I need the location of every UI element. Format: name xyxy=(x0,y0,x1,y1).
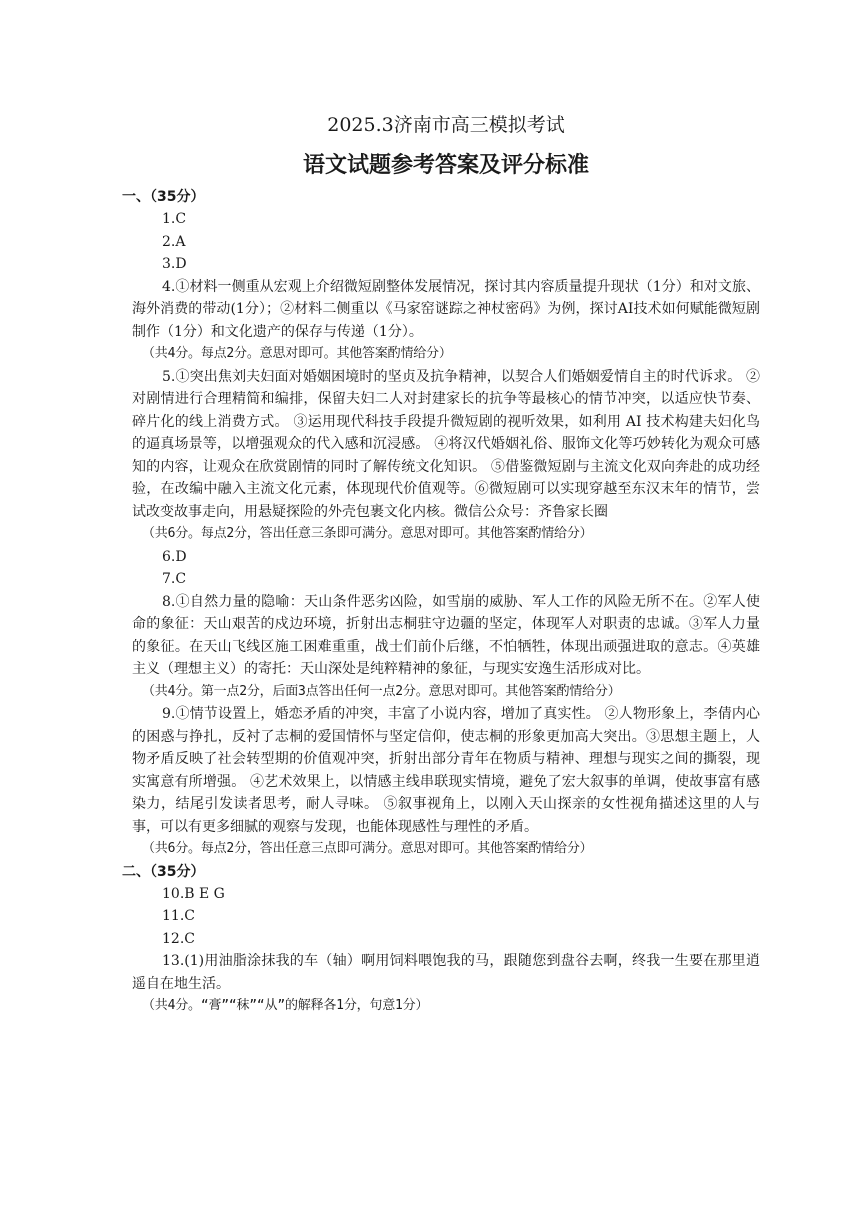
answer-2: 2.A xyxy=(162,233,186,250)
section-heading-1: 一、（35分） xyxy=(122,189,205,205)
answer-8: 8.①自然力量的隐喻：天山条件恶劣凶险，如雪崩的威胁、军人工作的风险无所不在。②军人使命的象征：天山艰苦的戍边环境，折射出志桐驻守边疆的坚定，体现军人对职责的忠诚。③军人力量的象征。在天山飞线区施工困难重重，战士们前仆后继，不怕牺牲，体现出顽强进取的意志。④英雄主义（理想主义）的寄托：天山深处是纯粹精神的象征，与现实安逸生活形成对比。 xyxy=(132,593,760,677)
exam-title: 2025.3济南市高三模拟考试 xyxy=(327,114,565,136)
answer-12: 12.C xyxy=(162,930,195,947)
answer-7: 7.C xyxy=(162,571,187,587)
answer-1: 1.C xyxy=(162,211,187,227)
answer-10: 10.B E G xyxy=(162,885,225,902)
answer-3: 3.D xyxy=(162,256,187,272)
answer-11: 11.C xyxy=(162,908,195,924)
section-heading-2: 二、（35分） xyxy=(122,863,205,880)
scoring-note-13: （共4分。“膏”“秣”“从”的解释各1分，句意1分） xyxy=(142,998,429,1013)
answer-13: 13.(1)用油脂涂抹我的车（轴）啊用饲料喂饱我的马，跟随您到盘谷去啊，终我一生要在那里逍遥自在地生活。 xyxy=(132,953,760,992)
scoring-note-5: （共6分。每点2分，答出任意三条即可满分。意思对即可。其他答案酌情给分） xyxy=(142,526,593,541)
answer-9: 9.①情节设置上，婚恋矛盾的冲突，丰富了小说内容，增加了真实性。 ②人物形象上，李倩内心的困惑与挣扎，反衬了志桐的爱国情怀与坚定信仰，使志桐的形象更加高大突出。③思想主题上，人物矛盾反映了社会转型期的价值观冲突，折射出部分青年在物质与精神、理想与现实之间的撕裂，现实寓意有所增强。 ④艺术效果上，以情感主线串联现实情境，避免了宏大叙事的单调，使故事富有感染力，结尾引发读者思考，耐人寻味。 ⑤叙事视角上，以刚入天山探亲的女性视角描述这里的人与事，可以有更多细腻的观察与发现，也能体现感性与理性的矛盾。 xyxy=(132,706,760,835)
scoring-note-8: （共4分。第一点2分，后面3点答出任何一点2分。意思对即可。其他答案酌情给分） xyxy=(142,683,621,699)
answer-key-title: 语文试题参考答案及评分标准 xyxy=(302,152,589,178)
scoring-note-9: （共6分。每点2分，答出任意三点即可满分。意思对即可。其他答案酌情给分） xyxy=(142,841,593,856)
answer-4: 4.①材料一侧重从宏观上介绍微短剧整体发展情况，探讨其内容质量提升现状（1分）和对文旅、海外消费的带动(1分）；②材料二侧重以《马家窑谜踪之神杖密码》为例，探讨AI技术如何赋能微短剧制作（1分）和文化遗产的保存与传递（1分）。 xyxy=(132,278,760,340)
answer-6: 6.D xyxy=(162,548,187,565)
scoring-note-4: （共4分。每点2分。意思对即可。其他答案酌情给分） xyxy=(142,346,452,361)
answer-5: 5.①突出焦刘夫妇面对婚姻困境时的坚贞及抗争精神，以契合人们婚姻爱情自主的时代诉求。 ②对剧情进行合理精简和编排，保留夫妇二人对封建家长的抗争等最核心的情节冲突，以适应快节奏、碎片化的线上消费方式。 ③运用现代科技手段提升微短剧的视听效果，如利用 AI 技术构建夫妇化鸟的逼真场景等，以增强观众的代入感和沉浸感。 ④将汉代婚姻礼俗、服饰文化等巧妙转化为观众可感知的内容，让观众在欣赏剧情的同时了解传统文化知识。 ⑤借鉴微短剧与主流文化双向奔赴的成功经验，在改编中融入主流文化元素，体现现代价值观等。⑥微短剧可以实现穿越至东汉末年的情节，尝试改变故事走向，用悬疑探险的外壳包裹文化内核。微信公众号：齐鲁家长圈 xyxy=(132,368,760,520)
